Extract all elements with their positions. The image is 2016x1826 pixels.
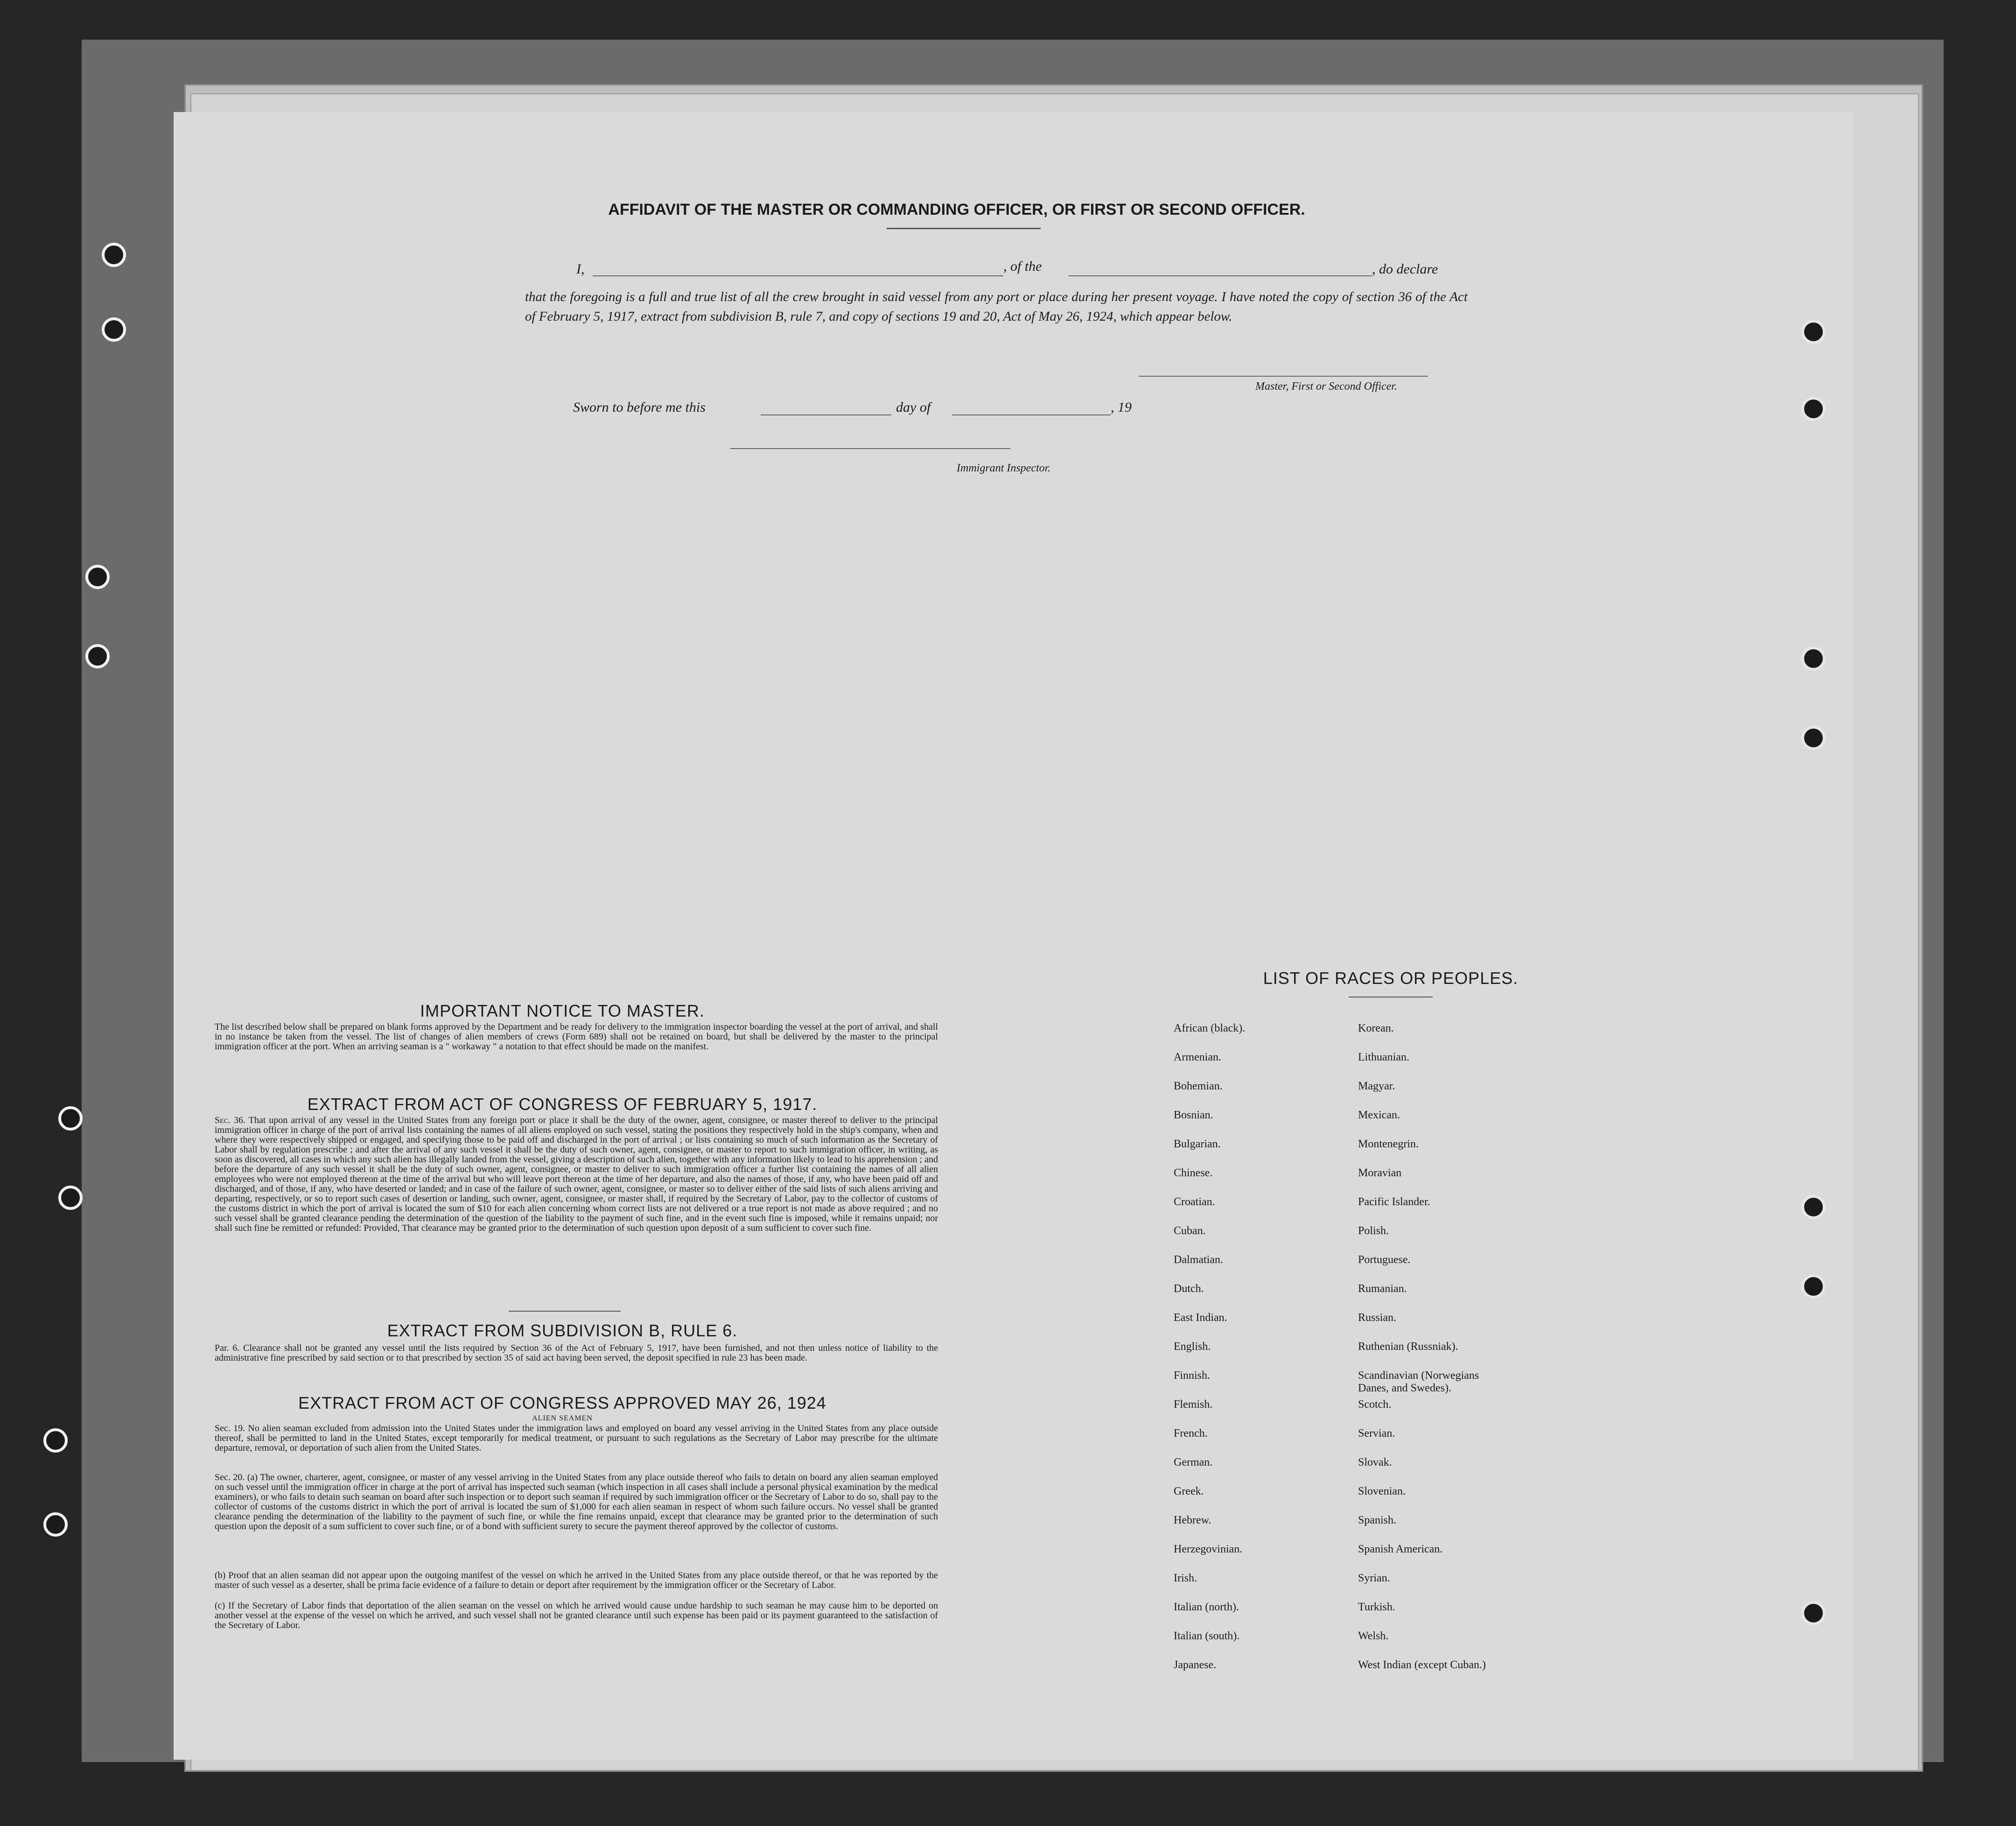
race-entry: Moravian: [1358, 1167, 1402, 1179]
extract-1917-title: EXTRACT FROM ACT OF CONGRESS OF FEBRUARY 5, 1917.: [307, 1095, 818, 1114]
extract-1917-body: [215, 1116, 938, 1233]
race-entry: Slovak.: [1358, 1456, 1392, 1468]
affidavit-i-label: I,: [576, 261, 585, 277]
binder-hole: [102, 243, 126, 267]
sworn-label: Sworn to before me this: [573, 400, 706, 415]
extract-1924-title: EXTRACT FROM ACT OF CONGRESS APPROVED MAY 26, 1924: [298, 1393, 826, 1412]
divider: [887, 228, 1041, 229]
race-entry: Polish.: [1358, 1225, 1389, 1237]
month-blank: [952, 414, 1111, 415]
binder-hole: [58, 1186, 83, 1210]
inspector-label: Immigrant Inspector.: [957, 462, 1051, 474]
divider: [509, 1311, 621, 1312]
race-entry: Greek.: [1174, 1485, 1204, 1497]
race-entry: Montenegrin.: [1358, 1138, 1419, 1150]
race-entry: Spanish.: [1358, 1514, 1397, 1526]
master-signature-label: Master, First or Second Officer.: [1255, 380, 1397, 393]
affidavit-body: that the foregoing is a full and true list of all the crew brought in said vessel from any port or place during her present voyage. I have noted the copy of section 36 of the Act of February 5, 1917, extract from subdivision B, rule 7, and copy of sections 19 and 20, Act of May 26, 1924, which appear below.: [525, 289, 1468, 324]
race-entry: Lithuanian.: [1358, 1051, 1409, 1063]
race-entry: Slovenian.: [1358, 1485, 1406, 1497]
race-entry: Syrian.: [1358, 1572, 1390, 1584]
race-entry: East Indian.: [1174, 1312, 1227, 1324]
notice-body: The list described below shall be prepared on blank forms approved by the Department and be ready for delivery to the immigration inspector boarding the vessel at the port of arrival, and shall in no instance be taken from the vessel. The list of changes of alien members of crews (Form 689) shall not be retained on board, but shall be delivered by the master to the principal immigration officer at the port. When an arriving seaman is a " workaway " a notation to that effect should be made on the manifest.: [215, 1022, 938, 1052]
binder-hole: [1801, 726, 1826, 750]
binder-hole: [1801, 646, 1826, 671]
day-of-label: day of: [896, 400, 931, 415]
race-entry: Pacific Islander.: [1358, 1196, 1430, 1208]
race-entry: Herzegovinian.: [1174, 1543, 1243, 1555]
affidavit-of-the: , of the: [1003, 259, 1042, 274]
binder-hole: [43, 1428, 68, 1453]
race-entry: French.: [1174, 1427, 1208, 1440]
sec20a-text: Sec. 20. (a) The owner, charterer, agent, consignee, or master of any vessel arriving in the United States from any place outside thereof who fails to detain on board any alien seaman employed on such vessel until the immigration officer in charge at the port of arrival has inspected such seaman (which inspection in all cases shall include a personal physical examination by the medical examiners), or who fails to detain such seaman on board after such inspection or to deport such seaman if required by such immigration officer or the Secretary of Labor to do so, shall pay to the collector of customs of the customs district in which the port of arrival is located the sum of $1,000 for each alien seaman in respect of whom such failure occurs. No vessel shall be granted clearance pending the determination of the liability to the payment of such fine, or while the fine remains unpaid, except that clearance may be granted prior to the determination of such question upon the deposit of a sum sufficient to cover such fine, or of a bond with sufficient surety to secure the payment thereof approved by the collector of customs.: [215, 1472, 938, 1531]
races-title: LIST OF RACES OR PEOPLES.: [1263, 969, 1519, 988]
race-entry: Bosnian.: [1174, 1109, 1213, 1121]
race-entry: Turkish.: [1358, 1601, 1395, 1613]
race-entry: Korean.: [1358, 1022, 1394, 1034]
race-entry: Portuguese.: [1358, 1254, 1411, 1266]
race-entry: West Indian (except Cuban.): [1358, 1659, 1486, 1671]
race-entry: Scandinavian (Norwegians Danes, and Swedes).: [1358, 1370, 1479, 1394]
binder-hole: [1801, 1195, 1826, 1219]
rule6-body: Par. 6. Clearance shall not be granted any vessel until the lists required by Section 36 of the Act of February 5, 1917, have been furnished, and not then unless notice of liability to the administrative fine prescribed by said section or to that prescribed by section 35 of said act having been served, the deposit specified in rule 23 has been made.: [215, 1343, 938, 1363]
binder-hole: [85, 644, 110, 668]
race-entry: Welsh.: [1358, 1630, 1389, 1642]
race-entry: Bulgarian.: [1174, 1138, 1221, 1150]
binder-hole: [1801, 1601, 1826, 1625]
rule6-title: EXTRACT FROM SUBDIVISION B, RULE 6.: [387, 1321, 738, 1340]
race-entry: German.: [1174, 1456, 1213, 1468]
race-entry: Bohemian.: [1174, 1080, 1223, 1092]
signature-blank: [1139, 376, 1428, 377]
race-entry: English.: [1174, 1341, 1211, 1353]
race-entry: Japanese.: [1174, 1659, 1217, 1671]
vessel-blank: [1069, 275, 1372, 276]
inspector-blank: [730, 448, 1010, 449]
affidavit-do-declare: , do declare: [1372, 261, 1438, 277]
race-entry: Italian (south).: [1174, 1630, 1240, 1642]
race-entry: Italian (north).: [1174, 1601, 1239, 1613]
race-entry: Mexican.: [1358, 1109, 1400, 1121]
race-entry: Magyar.: [1358, 1080, 1395, 1092]
race-entry: Flemish.: [1174, 1398, 1213, 1411]
section-label: Sec. 36.: [215, 1115, 245, 1125]
race-entry: Servian.: [1358, 1427, 1395, 1440]
race-entry: Scotch.: [1358, 1398, 1392, 1411]
race-entry: Spanish American.: [1358, 1543, 1443, 1555]
race-entry: Croatian.: [1174, 1196, 1215, 1208]
binder-hole: [1801, 1274, 1826, 1299]
binder-hole: [1801, 397, 1826, 421]
race-entry: Dutch.: [1174, 1283, 1204, 1295]
race-entry: Finnish.: [1174, 1370, 1211, 1382]
section-text: That upon arrival of any vessel in the United States from any foreign port or place it shall be the duty of the owner, agent, consignee, or master thereof to deliver to the principal immigration officer in charge of the port of arrival lists containing the names of all aliens employed on such vessel, stating the positions they respectively hold in the ship's company, when and where they were respectively shipped or engaged, and specifying those to be paid off and discharged in the port of arrival ; or lists containing so much of such information as the Secretary of Labor shall by regulation prescribe ; and after the arrival of any such vessel it shall be the duty of such owner, agent, consignee, or master to report to such immigration officer, in writing, as soon as discovered, all cases in which any such alien has illegally landed from the vessel, giving a description of such alien, together with any information likely to lead to his apprehension ; and before the departure of any such vessel it shall be the duty of such owner, agent, consignee, or master to deliver to such immigration officer a further list containing the names of all alien employees who were not employed thereon at the time of the arrival but who will leave port thereon at the time of her departure, and also the names of those, if any, who have been paid off and discharged, and of those, if any, who have deserted or landed; and in case of the failure of such owner, agent, consignee, or master so to deliver either of the said lists of such aliens arriving and departing, respectively, or so to report such cases of desertion or landing, such owner, agent, consignee, or master shall, if required by the Secretary of Labor, pay to the collector of customs of the customs district in which the port of arrival is located the sum of $10 for each alien concerning whom correct lists are not delivered or a true report is not made as above required ; and no such vessel shall be granted clearance pending the determination of the question of the liability to the payment of such fine, and in the event such fine is imposed, while it remains unpaid; nor shall such fine be remitted or refunded: Provided, That clearance may be granted prior to the determination of such question upon deposit of a sum sufficient to cover such fine.: [215, 1115, 938, 1233]
year-label: , 19: [1111, 400, 1132, 415]
race-entry: Ruthenian (Russniak).: [1358, 1341, 1458, 1353]
binder-hole: [102, 317, 126, 342]
name-blank: [593, 275, 1003, 276]
affidavit-title: AFFIDAVIT OF THE MASTER OR COMMANDING OFFICER, OR FIRST OR SECOND OFFICER.: [608, 201, 1305, 218]
race-entry: Rumanian.: [1358, 1283, 1407, 1295]
sec20b-text: (b) Proof that an alien seaman did not appear upon the outgoing manifest of the vessel on which he arrived in the United States from any place outside thereof, or that he was reported by the master of such vessel as a deserter, shall be prima facie evidence of a failure to detain or deport after requirement by the immigration officer or the Secretary of Labor.: [215, 1570, 938, 1590]
sec20c-text: (c) If the Secretary of Labor finds that deportation of the alien seaman on the vessel on which he arrived would cause undue hardship to such seaman he may cause him to be deported on another vessel at the expense of the vessel on which he arrived, and such vessel shall not be granted clearance until such expense has been paid or its payment guaranteed to the satisfaction of the Secretary of Labor.: [215, 1601, 938, 1630]
race-entry: Russian.: [1358, 1312, 1397, 1324]
sec19-text: Sec. 19. No alien seaman excluded from admission into the United States under the immigration laws and employed on board any vessel arriving in the United States from any place outside thereof, shall be permitted to land in the United States, except temporarily for medical treatment, or pursuant to such regulations as the Secretary of Labor may prescribe for the ultimate departure, removal, or deportation of such alien from the United States.: [215, 1423, 938, 1453]
notice-title: IMPORTANT NOTICE TO MASTER.: [420, 1001, 705, 1020]
race-entry: Dalmatian.: [1174, 1254, 1223, 1266]
binder-hole: [85, 565, 110, 589]
race-entry: Cuban.: [1174, 1225, 1206, 1237]
race-entry: Chinese.: [1174, 1167, 1213, 1179]
alien-seamen-subtitle: ALIEN SEAMEN: [532, 1414, 593, 1422]
race-entry: Hebrew.: [1174, 1514, 1211, 1526]
race-entry: African (black).: [1174, 1022, 1246, 1034]
race-entry: Armenian.: [1174, 1051, 1221, 1063]
binder-hole: [43, 1512, 68, 1537]
day-blank: [761, 414, 891, 415]
race-entry: Irish.: [1174, 1572, 1197, 1584]
binder-hole: [58, 1106, 83, 1131]
binder-hole: [1801, 320, 1826, 344]
